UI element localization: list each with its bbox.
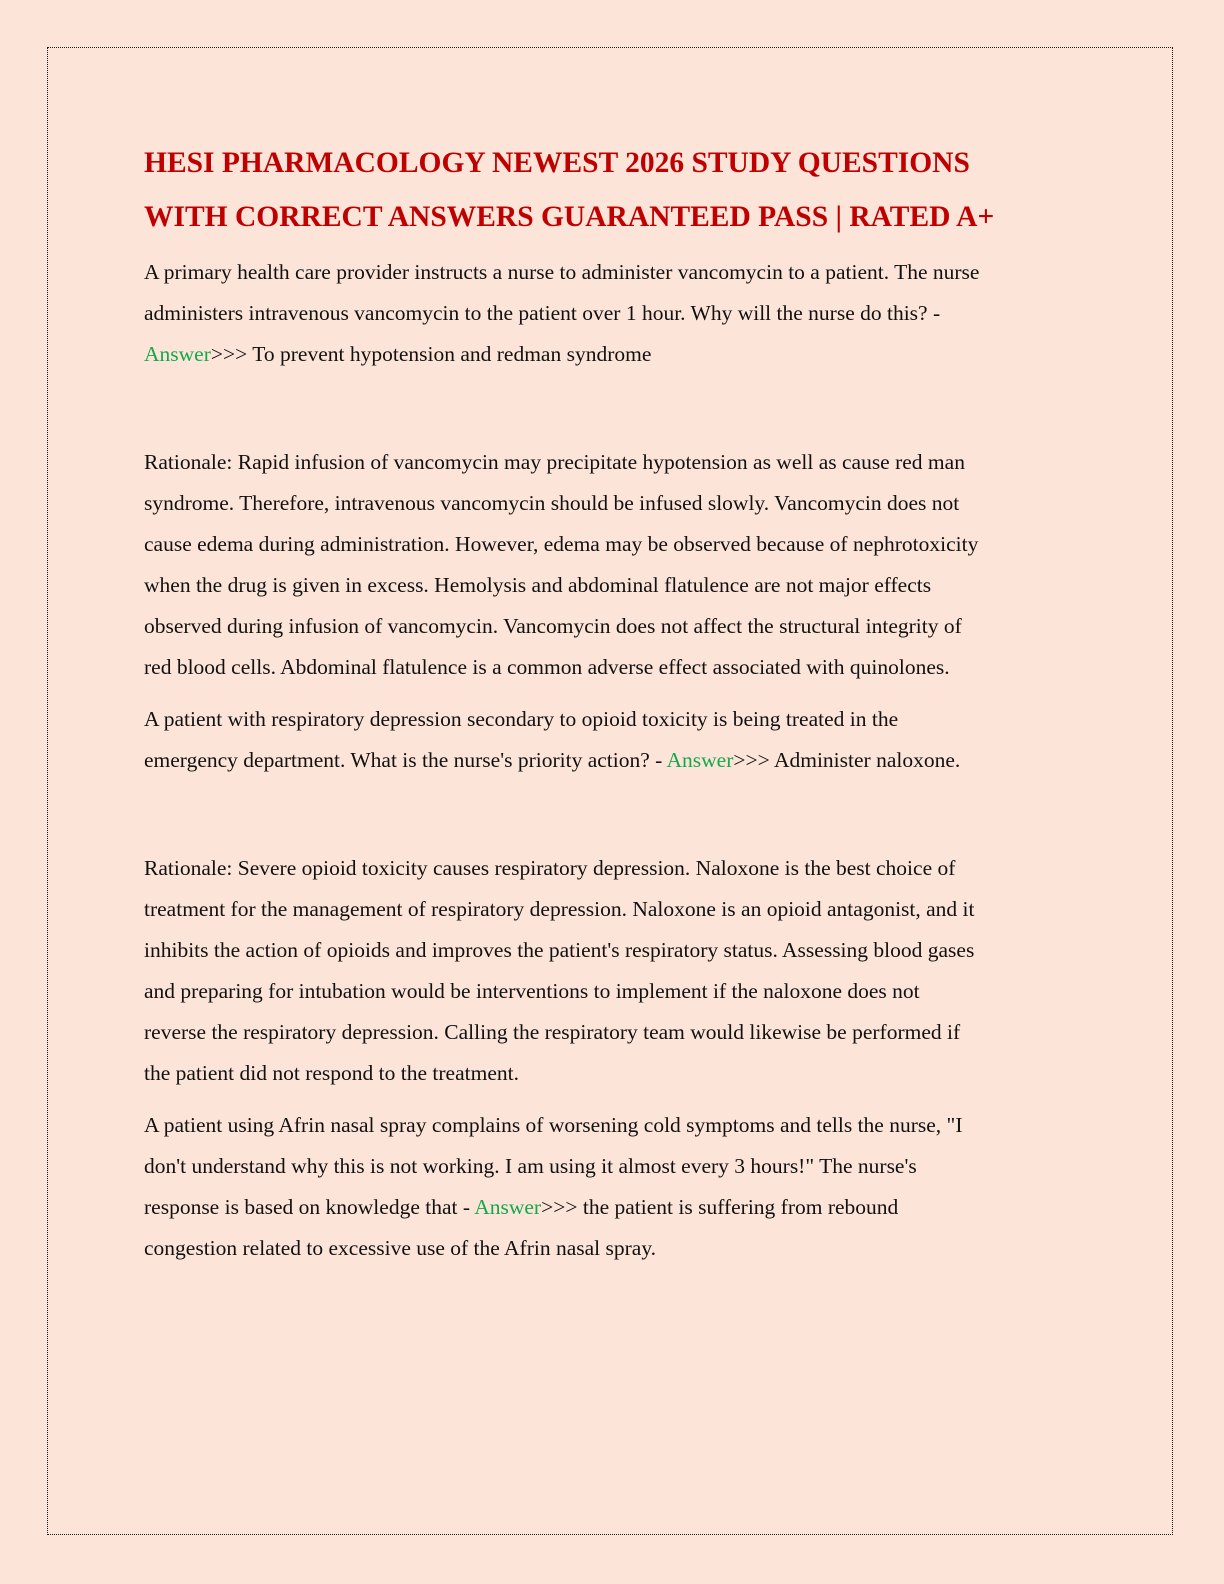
rationale-line: and preparing for intubation would be interventions to implement if the naloxone does not: [144, 979, 920, 1003]
rationale-line: red blood cells. Abdominal flatulence is a common adverse effect associated with quinolones.: [144, 655, 950, 679]
question-text: A primary health care provider instructs a nurse to administer vancomycin to a patient. The nurse: [144, 260, 980, 284]
rationale-line: syndrome. Therefore, intravenous vancomycin should be infused slowly. Vancomycin does not: [144, 491, 960, 515]
rationale-line: when the drug is given in excess. Hemolysis and abdominal flatulence are not major effects: [144, 573, 932, 597]
question-block: [144, 1105, 1084, 1269]
question-block: [144, 699, 1084, 781]
question-block: [144, 252, 1084, 375]
question-text: response is based on knowledge that -: [144, 1195, 475, 1219]
answer-text: congestion related to excessive use of the Afrin nasal spray.: [144, 1236, 657, 1260]
answer-line: [144, 740, 1084, 781]
answer-text: the patient is suffering from rebound: [577, 1195, 899, 1219]
question-text: A patient with respiratory depression secondary to opioid toxicity is being treated in the: [144, 707, 899, 731]
answer-text: Administer naloxone.: [769, 748, 961, 772]
answer-marker: >>>: [541, 1195, 578, 1219]
title-line: HESI PHARMACOLOGY NEWEST 2026 STUDY QUESTIONS: [144, 147, 970, 179]
answer-line: [144, 1187, 1084, 1228]
answer-label: Answer: [144, 342, 211, 366]
rationale-block: [144, 848, 1084, 1094]
rationale-line: inhibits the action of opioids and improves the patient's respiratory status. Assessing blood gases: [144, 938, 975, 962]
question-text: administers intravenous vancomycin to the patient over 1 hour. Why will the nurse do this? -: [144, 301, 941, 325]
rationale-line: treatment for the management of respiratory depression. Naloxone is an opioid antagonist, and it: [144, 897, 975, 921]
answer-text: To prevent hypotension and redman syndrome: [247, 342, 652, 366]
question-text: emergency department. What is the nurse's priority action? -: [144, 748, 667, 772]
answer-marker: >>>: [210, 342, 248, 366]
rationale-block: [144, 442, 1084, 688]
question-text: A patient using Afrin nasal spray complains of worsening cold symptoms and tells the nurse, "I: [144, 1113, 963, 1137]
rationale-line: observed during infusion of vancomycin. Vancomycin does not affect the structural integrity of: [144, 614, 962, 638]
question-text: don't understand why this is not working. I am using it almost every 3 hours!" The nurse's: [144, 1154, 917, 1178]
rationale-line: cause edema during administration. However, edema may be observed because of nephrotoxicity: [144, 532, 979, 556]
rationale-line: Rationale: Severe opioid toxicity causes respiratory depression. Naloxone is the best choice of: [144, 856, 956, 880]
rationale-line: the patient did not respond to the treatment.: [144, 1061, 519, 1085]
answer-line: [144, 334, 1084, 375]
title-line: WITH CORRECT ANSWERS GUARANTEED PASS | RATED A+: [144, 201, 995, 233]
answer-label: Answer: [474, 1195, 542, 1219]
document-title: [144, 136, 1084, 244]
rationale-line: reverse the respiratory depression. Calling the respiratory team would likewise be performed if: [144, 1020, 961, 1044]
rationale-line: Rationale: Rapid infusion of vancomycin may precipitate hypotension as well as cause red man: [144, 450, 965, 474]
answer-label: Answer: [666, 748, 734, 772]
document-content: [144, 136, 1084, 1269]
answer-marker: >>>: [733, 748, 770, 772]
